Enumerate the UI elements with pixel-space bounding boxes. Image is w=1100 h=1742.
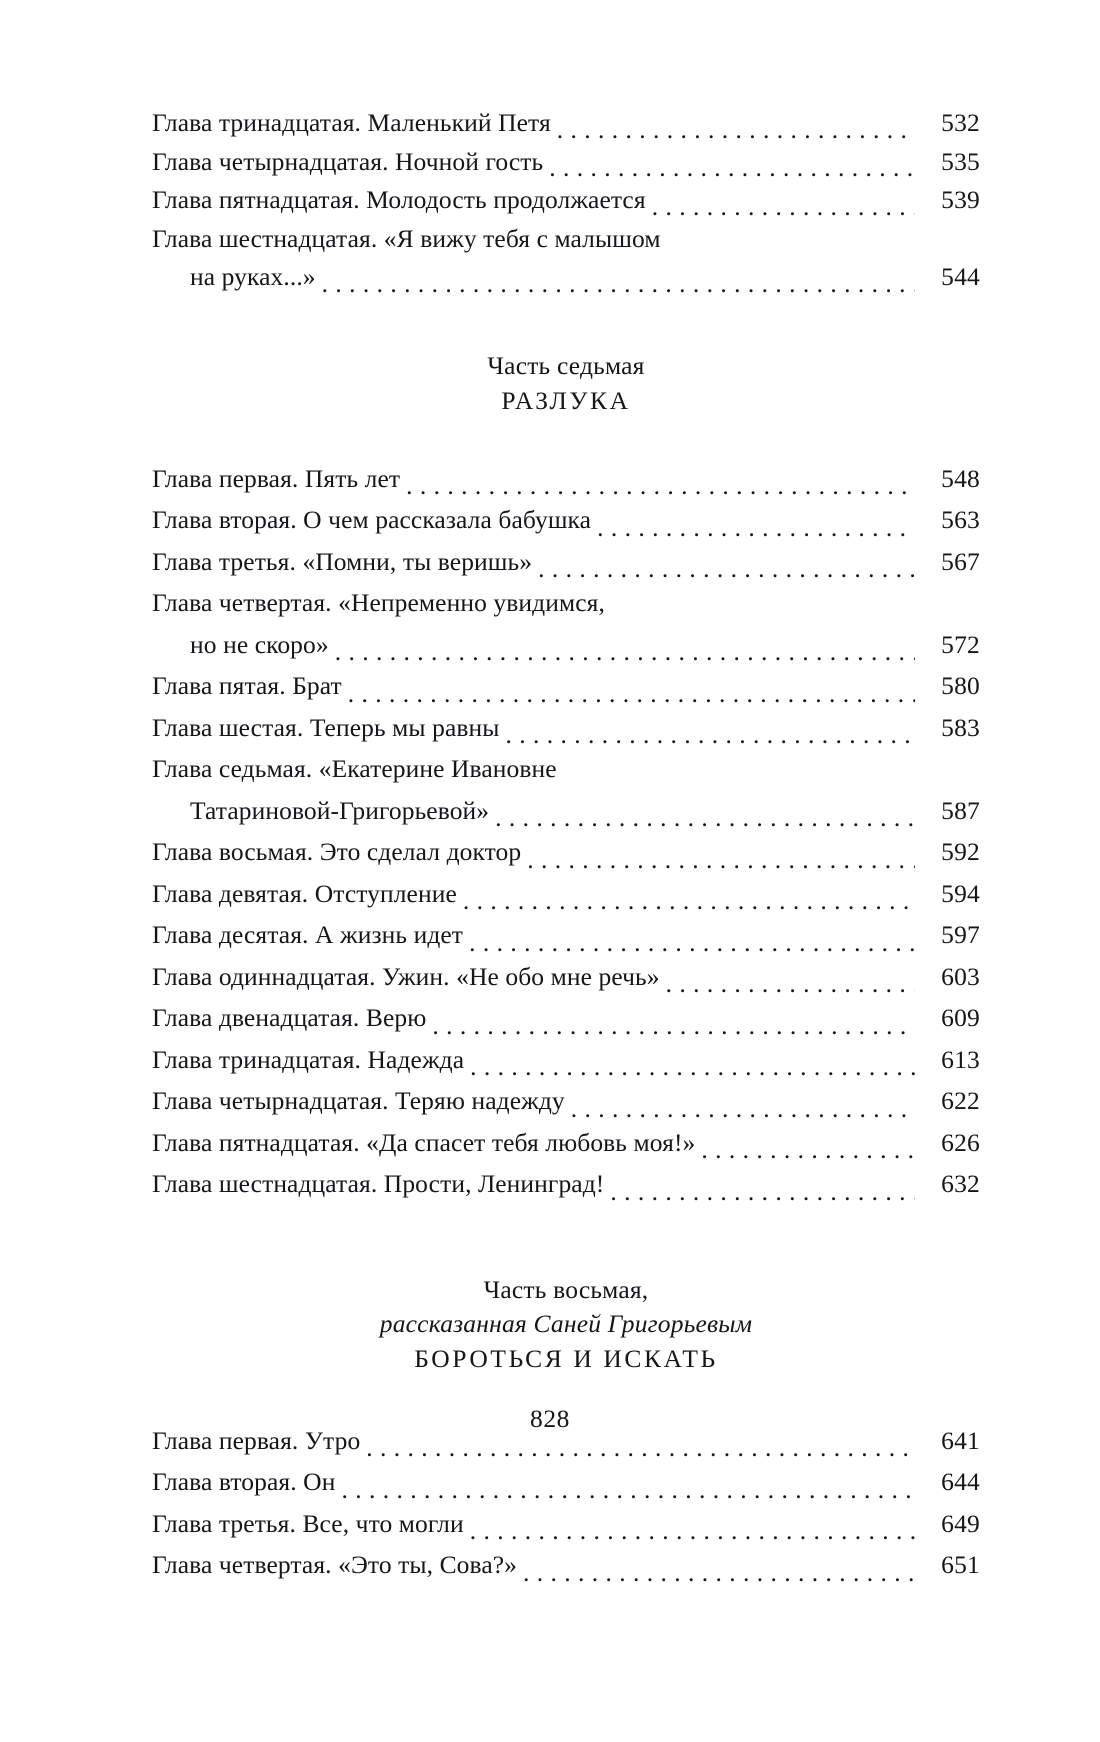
- toc-entry[interactable]: [152, 1039, 980, 1081]
- chapter-title: Глава третья. Все, что могли: [152, 1508, 464, 1538]
- toc-entry[interactable]: [152, 499, 980, 541]
- dot-leader: [563, 764, 915, 790]
- toc-entry[interactable]: [152, 458, 980, 500]
- chapter-title: Глава восьмая. Это сделал доктор: [152, 837, 522, 867]
- page-number: 563: [941, 505, 980, 535]
- toc-entry[interactable]: [152, 582, 980, 624]
- part-narrator: рассказанная Саней Григорьевым: [379, 1308, 753, 1338]
- toc-entry-continuation[interactable]: [152, 624, 980, 666]
- toc-entry[interactable]: [152, 1163, 980, 1205]
- chapter-title: Глава вторая. Он: [152, 1467, 336, 1497]
- page-number: 548: [941, 463, 980, 493]
- chapter-title: Глава пятнадцатая. Молодость продолжается: [152, 185, 646, 215]
- page-number: 613: [941, 1044, 980, 1074]
- toc-entry[interactable]: [152, 1544, 980, 1586]
- toc-entry[interactable]: [152, 1503, 980, 1545]
- dot-leader: [597, 515, 915, 541]
- dot-leader: [538, 557, 915, 583]
- toc-entry[interactable]: [152, 831, 980, 873]
- toc-entry[interactable]: [152, 181, 980, 220]
- toc-entry[interactable]: [152, 1080, 980, 1122]
- page-number: 587: [941, 795, 980, 825]
- toc-entry[interactable]: [152, 748, 980, 790]
- chapter-title-continuation: на руках...»: [190, 262, 316, 292]
- dot-leader: [469, 930, 915, 956]
- dot-leader: [527, 847, 915, 873]
- chapter-title: Глава четырнадцатая. Теряю надежду: [152, 1086, 565, 1116]
- toc-entry-continuation[interactable]: [152, 258, 980, 297]
- toc-entry-continuation[interactable]: [152, 790, 980, 832]
- dot-leader: [322, 271, 915, 297]
- page-number: 544: [941, 262, 980, 292]
- page-number: 572: [941, 629, 980, 659]
- dot-leader: [341, 1477, 915, 1503]
- toc-content: [152, 104, 980, 1586]
- spacer: [152, 1205, 980, 1273]
- dot-leader: [335, 640, 915, 666]
- page-number: 535: [941, 146, 980, 176]
- page-number: 592: [941, 837, 980, 867]
- chapter-title: Глава четырнадцатая. Ночной гость: [152, 146, 544, 176]
- page-number: 641: [941, 1425, 980, 1455]
- dot-leader: [571, 1096, 915, 1122]
- chapter-list-part-eight: [152, 1420, 980, 1586]
- toc-entry[interactable]: [152, 665, 980, 707]
- dot-leader: [666, 972, 915, 998]
- page-number: 651: [941, 1550, 980, 1580]
- chapter-title: Глава первая. Утро: [152, 1425, 361, 1455]
- chapter-title: Глава шестнадцатая. «Я вижу тебя с малышом: [152, 223, 661, 253]
- dot-leader: [406, 474, 915, 500]
- chapter-title: Глава тринадцатая. Надежда: [152, 1044, 465, 1074]
- part-heading-seven: [152, 349, 980, 418]
- part-heading-eight: [152, 1273, 980, 1376]
- chapter-title-continuation: Татариновой-Григорьевой»: [190, 795, 490, 825]
- dot-leader: [667, 233, 915, 259]
- page-number: 626: [941, 1127, 980, 1157]
- page-number: 603: [941, 961, 980, 991]
- toc-entry[interactable]: [152, 914, 980, 956]
- page-number: 583: [941, 712, 980, 742]
- page-number: 609: [941, 1003, 980, 1033]
- chapter-title: Глава первая. Пять лет: [152, 463, 401, 493]
- chapter-title: Глава шестнадцатая. Прости, Ленинград!: [152, 1169, 605, 1199]
- dot-leader: [557, 117, 915, 143]
- chapter-title-continuation: но не скоро»: [190, 629, 329, 659]
- chapter-list-part-six-tail: [152, 104, 980, 297]
- page-number: 594: [941, 878, 980, 908]
- dot-leader: [470, 1055, 915, 1081]
- part-title: БОРОТЬСЯ И ИСКАТЬ: [414, 1343, 718, 1373]
- part-title: РАЗЛУКА: [501, 385, 631, 415]
- toc-entry[interactable]: [152, 997, 980, 1039]
- toc-entry[interactable]: [152, 873, 980, 915]
- toc-entry[interactable]: [152, 220, 980, 259]
- toc-entry[interactable]: [152, 1122, 980, 1164]
- page-number: 597: [941, 920, 980, 950]
- page-number: 632: [941, 1169, 980, 1199]
- chapter-title: Глава шестая. Теперь мы равны: [152, 712, 500, 742]
- page-number: 567: [941, 546, 980, 576]
- chapter-title: Глава четвертая. «Это ты, Сова?»: [152, 1550, 518, 1580]
- chapter-title: Глава вторая. О чем рассказала бабушка: [152, 505, 592, 535]
- chapter-title: Глава одиннадцатая. Ужин. «Не обо мне речь»: [152, 961, 660, 991]
- page-number: 649: [941, 1508, 980, 1538]
- chapter-title: Глава девятая. Отступление: [152, 878, 457, 908]
- chapter-title: Глава пятая. Брат: [152, 671, 342, 701]
- toc-entry[interactable]: [152, 1461, 980, 1503]
- spacer: [152, 297, 980, 349]
- toc-entry[interactable]: [152, 143, 980, 182]
- chapter-title: Глава тринадцатая. Маленький Петя: [152, 108, 551, 137]
- chapter-title: Глава двенадцатая. Верю: [152, 1003, 427, 1033]
- chapter-title: Глава пятнадцатая. «Да спасет тебя любовь моя!»: [152, 1127, 696, 1157]
- page-number: 580: [941, 671, 980, 701]
- dot-leader: [523, 1560, 915, 1586]
- dot-leader: [495, 806, 915, 832]
- page-number: 539: [941, 185, 980, 215]
- part-label: Часть седьмая: [487, 350, 645, 380]
- dot-leader: [366, 1436, 915, 1462]
- dot-leader: [432, 1013, 915, 1039]
- page-folio: 828: [529, 1404, 571, 1433]
- spacer: [152, 418, 980, 458]
- dot-leader: [701, 1138, 915, 1164]
- toc-entry[interactable]: [152, 707, 980, 749]
- page-number: 644: [941, 1467, 980, 1497]
- page-number: 622: [941, 1086, 980, 1116]
- chapter-title: Глава седьмая. «Екатерине Ивановне: [152, 754, 557, 784]
- page-number: 532: [941, 108, 980, 137]
- chapter-title: Глава четвертая. «Непременно увидимся,: [152, 588, 605, 618]
- chapter-list-part-seven: [152, 458, 980, 1205]
- dot-leader: [610, 1179, 915, 1205]
- chapter-title: Глава десятая. А жизнь идет: [152, 920, 464, 950]
- dot-leader: [611, 598, 915, 624]
- dot-leader: [549, 156, 915, 182]
- dot-leader: [348, 681, 915, 707]
- dot-leader: [463, 889, 915, 915]
- part-label: Часть восьмая,: [483, 1274, 649, 1304]
- dot-leader: [470, 1519, 915, 1545]
- chapter-title: Глава третья. «Помни, ты веришь»: [152, 546, 533, 576]
- toc-entry[interactable]: [152, 541, 980, 583]
- toc-entry[interactable]: [152, 104, 980, 143]
- dot-leader: [652, 194, 915, 220]
- dot-leader: [506, 723, 916, 749]
- toc-entry[interactable]: [152, 956, 980, 998]
